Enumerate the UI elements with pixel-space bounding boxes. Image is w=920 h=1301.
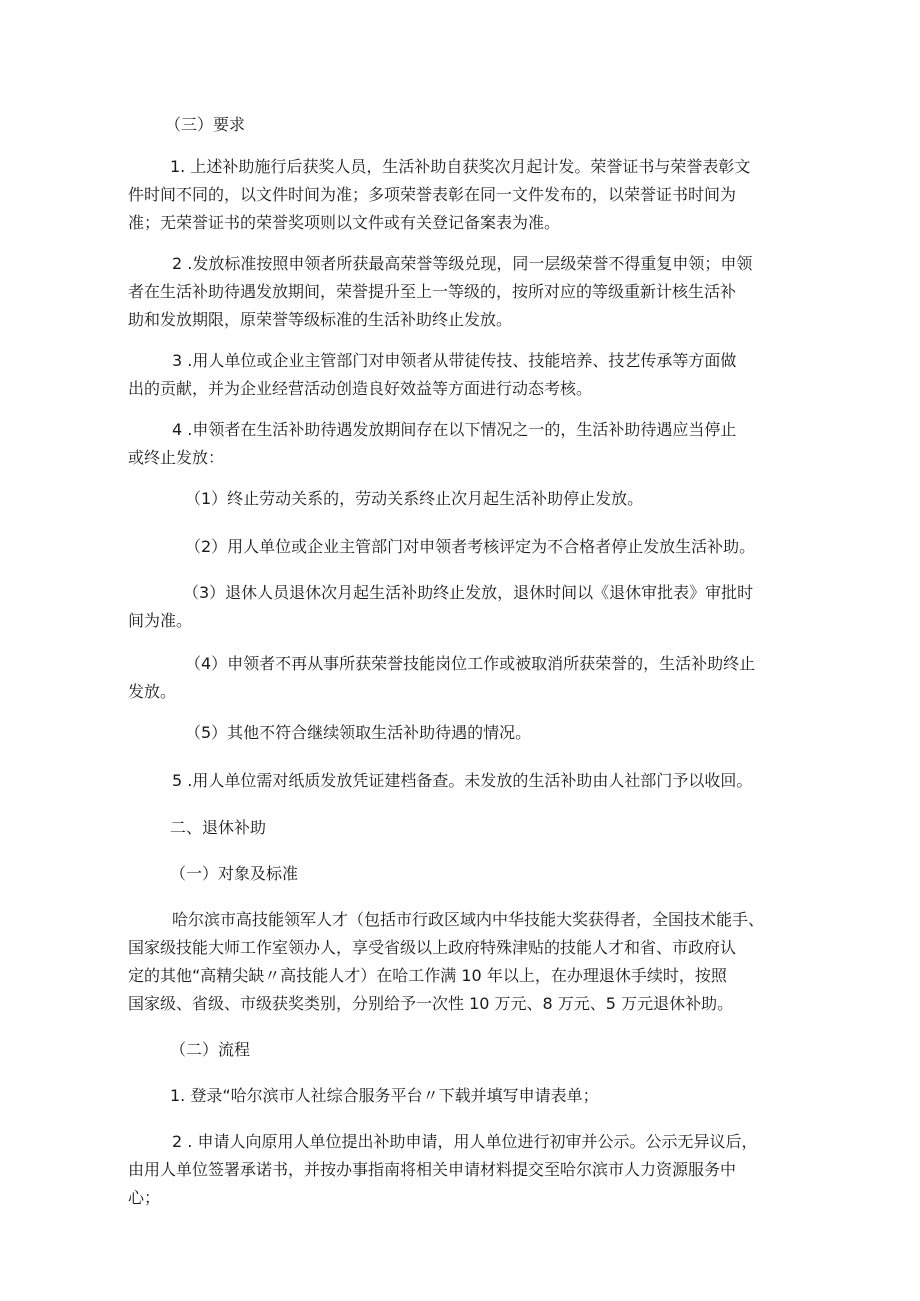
- part-2-subheading-2: （二）流程: [170, 1040, 251, 1059]
- sub-item-1: （1）终止劳动关系的，劳动关系终止次月起生活补助停止发放。: [185, 489, 644, 508]
- item-3-line-1: 3 .用人单位或企业主管部门对申领者从带徒传技、技能培养、技艺传承等方面做: [172, 351, 737, 370]
- item-3-line-2: 出的贡献，并为企业经营活动创造良好效益等方面进行动态考核。: [128, 379, 593, 398]
- item-1-line-3: 准；无荣誉证书的荣誉奖项则以文件或有关登记备案表为准。: [128, 213, 561, 232]
- sub-item-2: （2）用人单位或企业主管部门对申领者考核评定为不合格者停止发放生活补助。: [185, 537, 756, 556]
- sub-item-3-line-2: 间为准。: [128, 611, 193, 630]
- part-2-subheading-1: （一）对象及标准: [170, 864, 299, 883]
- flow-item-1: 1. 登录“哈尔滨市人社综合服务平台〃下载并填写申请表单；: [170, 1086, 599, 1105]
- sub-item-4-line-2: 发放。: [128, 682, 177, 701]
- flow-item-2-line-2: 由用人单位签署承诺书，并按办事指南将相关申请材料提交至哈尔滨市人力资源服务中: [128, 1160, 737, 1179]
- flow-item-2-line-1: 2 . 申请人向原用人单位提出补助申请，用人单位进行初审并公示。公示无异议后，: [172, 1132, 758, 1151]
- part-2-para-line-2: 国家级技能大师工作室领办人，享受省级以上政府特殊津贴的技能人才和省、市政府认: [128, 938, 737, 957]
- item-2-line-3: 助和发放期限，原荣誉等级标准的生活补助终止发放。: [128, 310, 513, 329]
- item-4-line-1: 4 .申领者在生活补助待遇发放期间存在以下情况之一的，生活补助待遇应当停止: [172, 420, 737, 439]
- item-5: 5 .用人单位需对纸质发放凭证建档备查。未发放的生活补助由人社部门予以收回。: [172, 771, 753, 790]
- part-2-para-line-3: 定的其他“高精尖缺〃高技能人才）在哈工作满 10 年以上，在办理退休手续时，按照: [128, 966, 727, 985]
- item-4-line-2: 或终止发放：: [128, 448, 225, 467]
- item-2-line-2: 者在生活补助待遇发放期间，荣誉提升至上一等级的，按所对应的等级重新计核生活补: [128, 282, 737, 301]
- part-2-para-line-4: 国家级、省级、市级获奖类别，分别给予一次性 10 万元、8 万元、5 万元退休补助。: [128, 994, 734, 1013]
- flow-item-2-line-3: 心；: [128, 1188, 161, 1207]
- item-1-line-1: 1. 上述补助施行后获奖人员，生活补助自获奖次月起计发。荣誉证书与荣誉表彰文: [170, 157, 751, 176]
- item-2-line-1: 2 .发放标准按照申领者所获最高荣誉等级兑现，同一层级荣誉不得重复申领；申领: [172, 254, 753, 273]
- part-2-heading: 二、退休补助: [170, 818, 267, 837]
- sub-item-4-line-1: （4）申领者不再从事所获荣誉技能岗位工作或被取消所获荣誉的，生活补助终止: [185, 654, 756, 673]
- sub-item-5: （5）其他不符合继续领取生活补助待遇的情况。: [185, 723, 532, 742]
- part-2-para-line-1: 哈尔滨市高技能领军人才（包括市行政区域内中华技能大奖获得者，全国技术能手、: [172, 910, 765, 929]
- section-heading-requirements: （三）要求: [165, 115, 246, 134]
- item-1-line-2: 件时间不同的，以文件时间为准；多项荣誉表彰在同一文件发布的，以荣誉证书时间为: [128, 185, 737, 204]
- sub-item-3-line-1: （3）退休人员退休次月起生活补助终止发放，退休时间以《退休审批表》审批时: [183, 583, 754, 602]
